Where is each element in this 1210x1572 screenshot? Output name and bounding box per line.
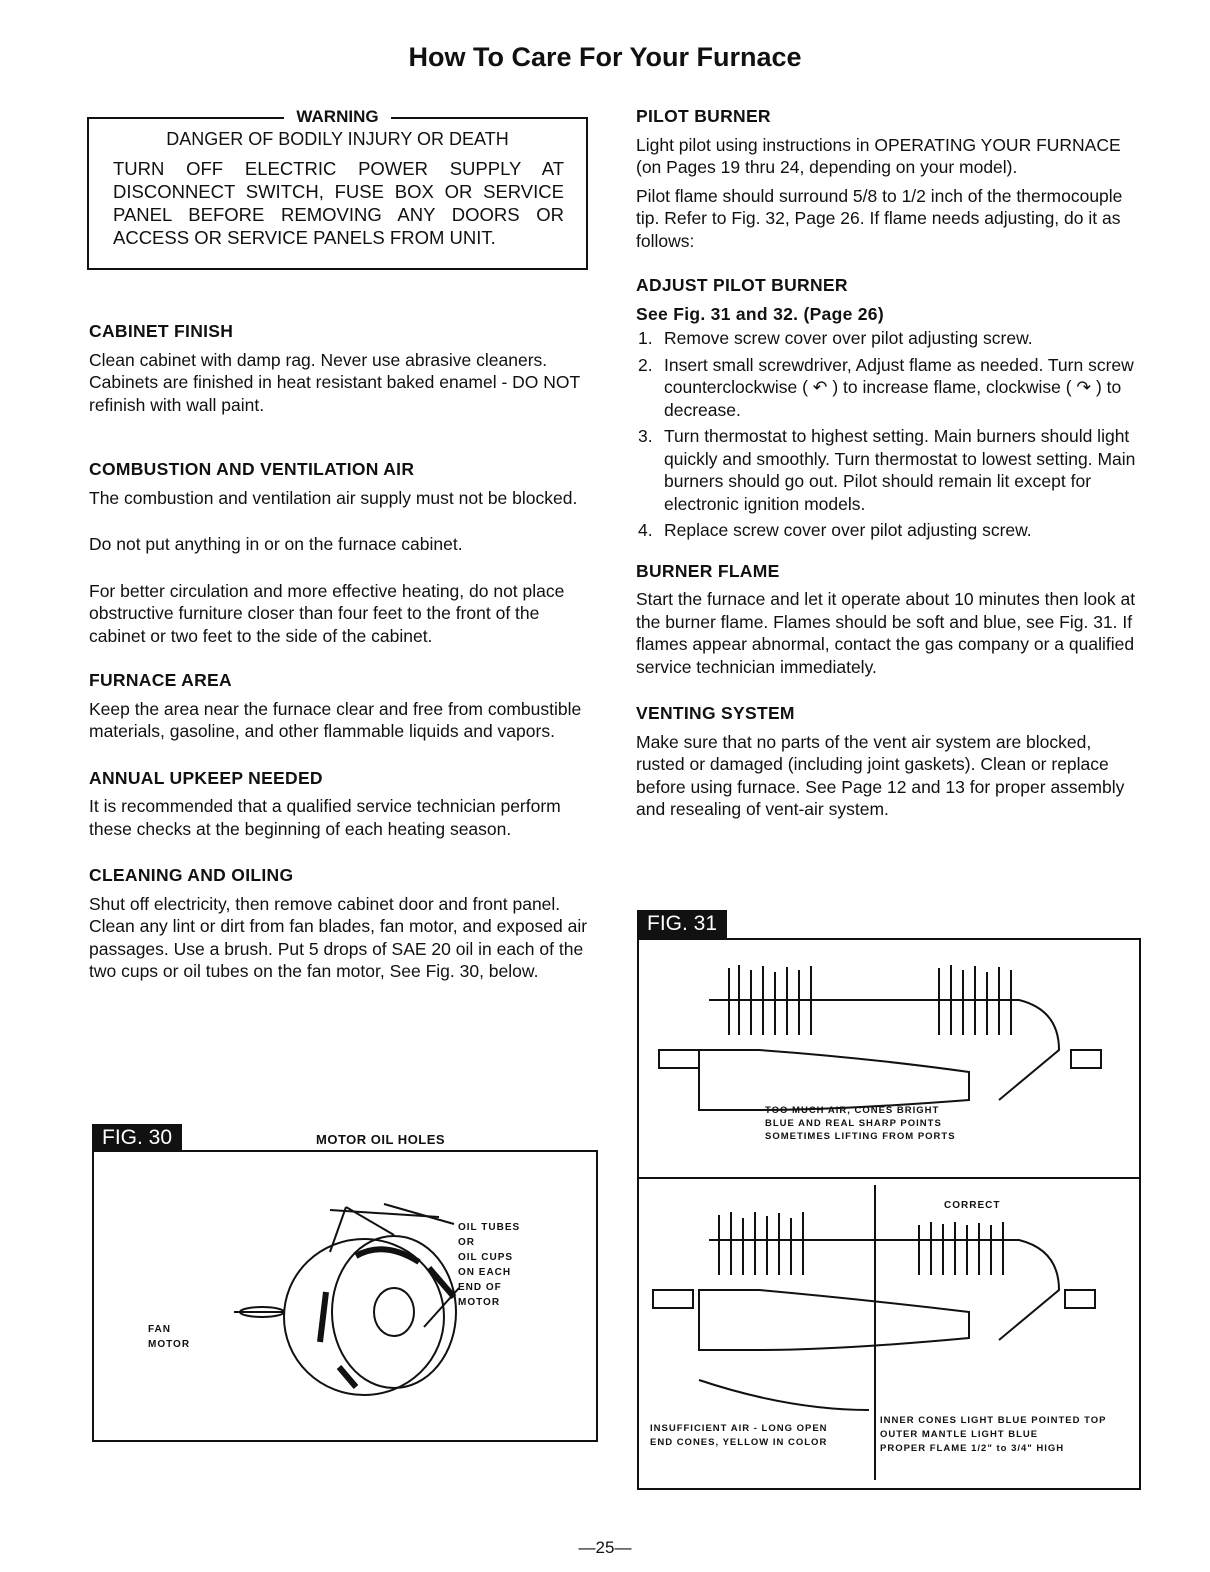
warning-body: TURN OFF ELECTRIC POWER SUPPLY AT DISCONNECT SWITCH, FUSE BOX OR SERVICE PANEL BEFORE REMOVING ANY DOORS OR ACCESS OR SERVICE PANELS FROM UNIT.	[113, 158, 564, 248]
warning-box	[87, 107, 588, 270]
section-burner-flame	[636, 560, 1136, 679]
section-text: Shut off electricity, then remove cabinet door and front panel. Clean any lint or dirt from fan blades, fan motor, and exposed air passages. Use a brush. Put 5 drops of SAE 20 oil in each of the two cups or oil tubes on the fan motor, See Fig. 30, below.	[89, 893, 588, 981]
section-heading: PILOT BURNER	[636, 106, 771, 126]
section-text: Make sure that no parts of the vent air system are blocked, rusted or damaged (including joint gaskets). Clean or replace before using furnace. See Page 12 and 13 for proper assembly and resealing of vent-air system.	[636, 731, 1125, 819]
section-pilot-burner	[636, 105, 1136, 252]
section-combustion	[89, 458, 591, 647]
section-text: Light pilot using instructions in OPERATING YOUR FURNACE (on Pages 19 thru 24, depending on your model).	[636, 134, 1121, 177]
oil-tubes-callout: OIL TUBES OR OIL CUPS ON EACH END OF MOTOR	[458, 1222, 521, 1308]
list-item: 3. Turn thermostat to highest setting. Main burners should light quickly and smoothly. Turn thermostat to lowest setting. Main burners should go out. Pilot should remain lit except for electronic ignition models.	[638, 426, 1136, 514]
fan-motor-illustration	[94, 1152, 596, 1440]
page-number: —25—	[578, 1538, 632, 1557]
section-venting	[636, 702, 1136, 821]
burner-flame-illustration	[639, 940, 1139, 1488]
section-text: The combustion and ventilation air supply must not be blocked.	[89, 487, 578, 508]
left-column	[89, 320, 591, 983]
too-much-air-callout: TOO MUCH AIR, CONES BRIGHT BLUE AND REAL SHARP POINTS SOMETIMES LIFTING FROM PORTS	[765, 1105, 956, 1142]
section-subheading: See Fig. 31 and 32. (Page 26)	[636, 303, 884, 324]
right-column	[636, 105, 1136, 821]
warning-subtitle: DANGER OF BODILY INJURY OR DEATH	[166, 129, 509, 149]
fan-motor-callout: FAN MOTOR	[148, 1324, 191, 1350]
list-item: 1. Remove screw cover over pilot adjusting screw.	[638, 328, 1033, 348]
section-heading: COMBUSTION AND VENTILATION AIR	[89, 459, 415, 479]
section-heading: CLEANING AND OILING	[89, 865, 294, 885]
section-text: For better circulation and more effective heating, do not place obstructive furniture closer than four feet to the front of the cabinet or two feet to the side of the cabinet.	[89, 580, 565, 646]
section-text: Start the furnace and let it operate about 10 minutes then look at the burner flame. Flames should be soft and blue, see Fig. 31. If flames appear abnormal, contact the gas company or a qualified service technician immediately.	[636, 589, 1136, 677]
proper-flame-callout: INNER CONES LIGHT BLUE POINTED TOP OUTER MANTLE LIGHT BLUE PROPER FLAME 1/2" to 3/4" HIGH	[880, 1415, 1107, 1454]
correct-label: CORRECT	[944, 1200, 1001, 1211]
section-heading: ANNUAL UPKEEP NEEDED	[89, 767, 323, 788]
section-heading: FURNACE AREA	[89, 670, 232, 690]
section-text: Keep the area near the furnace clear and free from combustible materials, gasoline, and other flammable liquids and vapors.	[89, 698, 582, 741]
steps-list	[636, 327, 1136, 542]
section-text: Clean cabinet with damp rag. Never use abrasive cleaners. Cabinets are finished in heat resistant baked enamel - DO NOT refinish with wall paint.	[89, 349, 580, 415]
section-heading: CABINET FINISH	[89, 321, 234, 341]
section-text: It is recommended that a qualified service technician perform these checks at the beginning of each heating season.	[89, 796, 561, 839]
section-text: Pilot flame should surround 5/8 to 1/2 inch of the thermocouple tip. Refer to Fig. 32, Page 26. If flame needs adjusting, do it as follows:	[636, 185, 1123, 251]
section-adjust-pilot	[636, 274, 1136, 542]
list-item: 4. Replace screw cover over pilot adjusting screw.	[638, 520, 1032, 540]
section-heading: VENTING SYSTEM	[636, 703, 795, 723]
section-cleaning	[89, 864, 591, 983]
section-text: Do not put anything in or on the furnace cabinet.	[89, 534, 463, 554]
page-title: How To Care For Your Furnace	[408, 42, 802, 72]
section-heading: ADJUST PILOT BURNER	[636, 275, 848, 295]
section-annual-upkeep	[89, 767, 591, 841]
section-furnace-area	[89, 669, 591, 743]
insufficient-air-callout: INSUFFICIENT AIR - LONG OPEN END CONES, YELLOW IN COLOR	[650, 1423, 828, 1448]
fig30-label: FIG. 30	[92, 1124, 182, 1152]
fig30-caption: MOTOR OIL HOLES	[316, 1132, 446, 1147]
warning-title: WARNING	[284, 107, 390, 126]
list-item: 2. Insert small screwdriver, Adjust flame as needed. Turn screw counterclockwise ( ↶ ) to increase flame, clockwise ( ↷ ) to decrease.	[638, 354, 1134, 420]
section-heading: BURNER FLAME	[636, 560, 780, 581]
fig31-label: FIG. 31	[637, 910, 727, 938]
section-cabinet-finish	[89, 320, 591, 416]
